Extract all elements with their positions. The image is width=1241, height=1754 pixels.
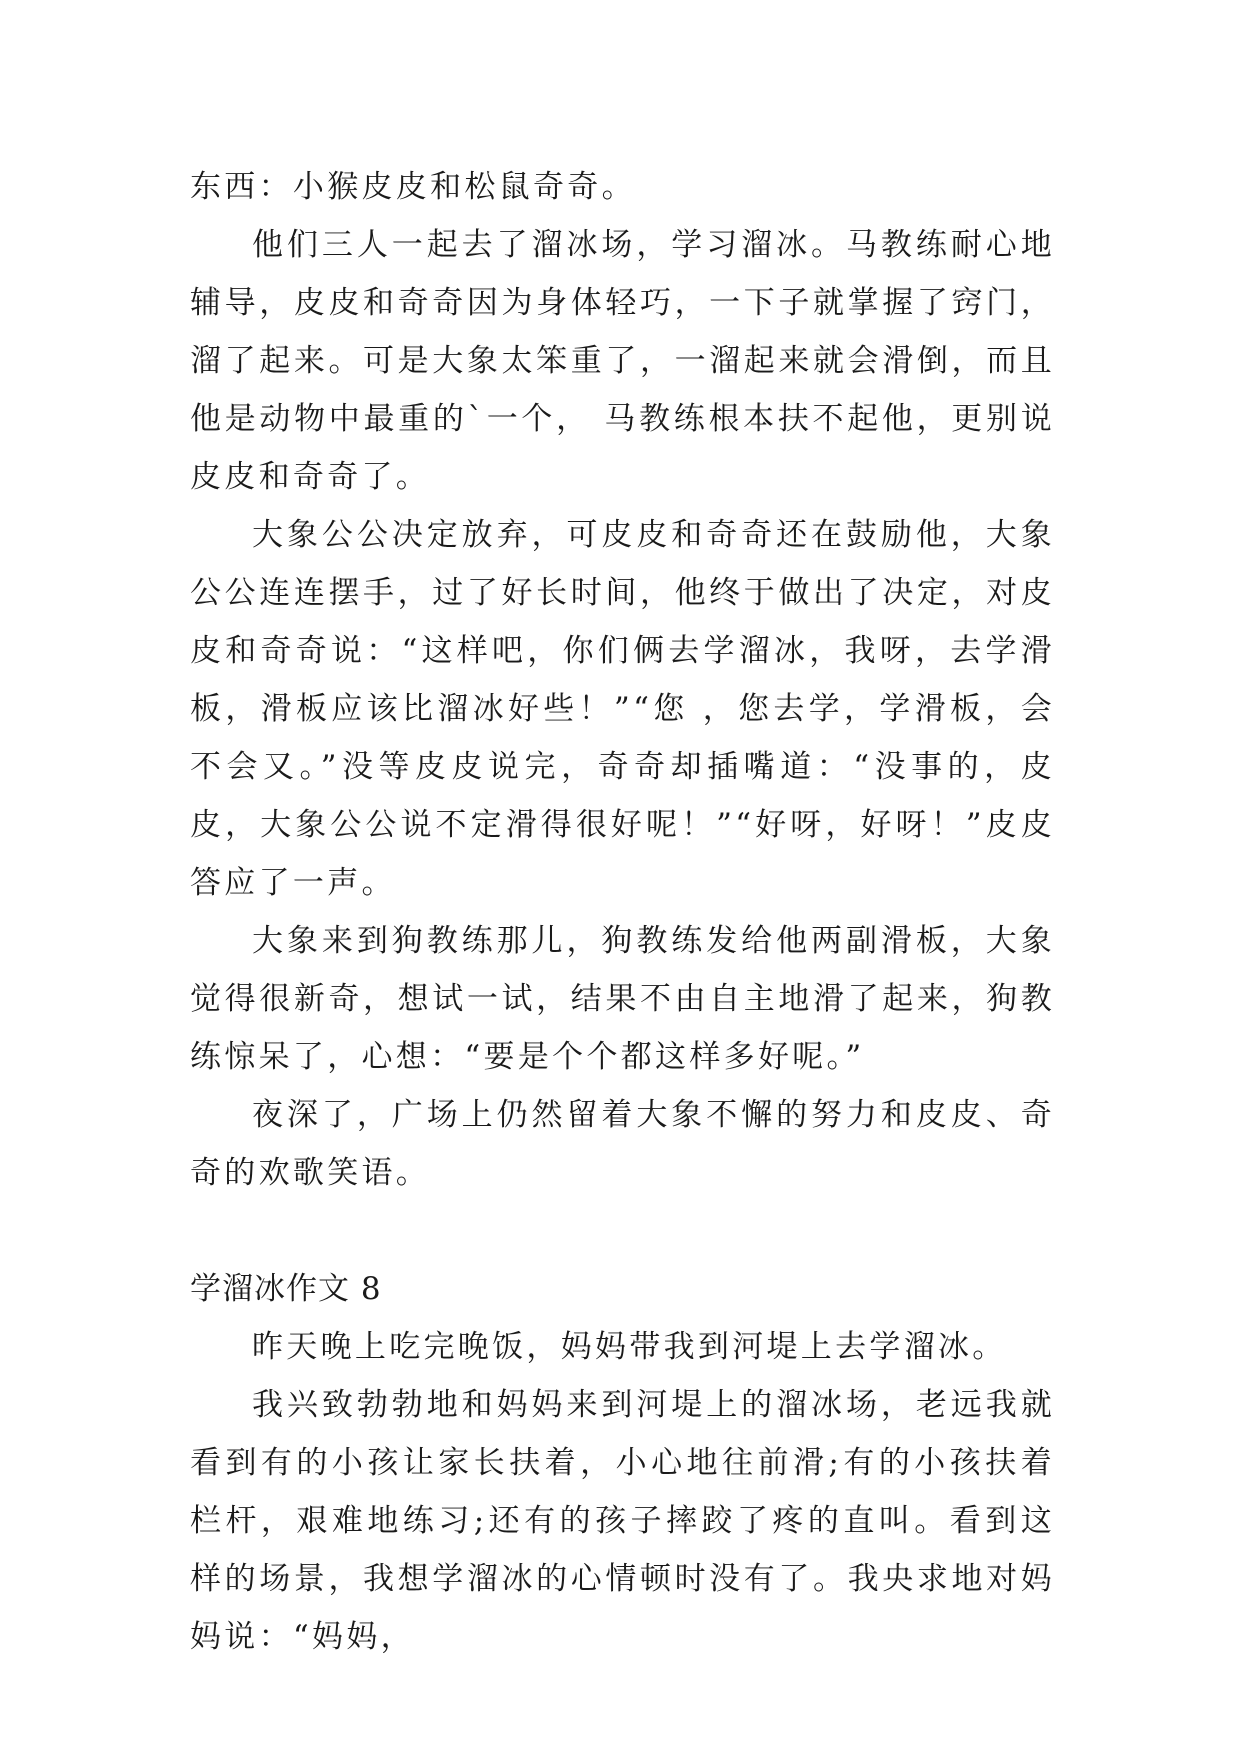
paragraph: 夜深了，广场上仍然留着大象不懈的努力和皮皮、奇奇的欢歌笑语。 [190,1097,1055,1191]
paragraph: 大象公公决定放弃，可皮皮和奇奇还在鼓励他，大象公公连连摆手，过了好长时间，他终于做出了决定，对皮皮和奇奇说：“这样吧，你们俩去学溜冰，我呀，去学滑板，滑板应该比溜冰好些！”“您 ，您去学，学滑板，会不会又。”没等皮皮说完，奇奇却插嘴道：“没事的，皮皮，大象公公说不定滑得很好呢！”“好呀，好呀！”皮皮答应了一声。 [190,517,1055,901]
document-body [190,158,1055,1666]
paragraph: 我兴致勃勃地和妈妈来到河堤上的溜冰场，老远我就看到有的小孩让家长扶着，小心地往前滑;有的小孩扶着栏杆，艰难地练习;还有的孩子摔跤了疼的直叫。看到这样的场景，我想学溜冰的心情顿时没有了。我央求地对妈妈说：“妈妈， [190,1387,1055,1655]
paragraph: 大象来到狗教练那儿，狗教练发给他两副滑板，大象觉得很新奇，想试一试，结果不由自主地滑了起来，狗教练惊呆了，心想：“要是个个都这样多好呢。” [190,923,1055,1075]
paragraph: 他们三人一起去了溜冰场，学习溜冰。马教练耐心地辅导，皮皮和奇奇因为身体轻巧，一下子就掌握了窍门，溜了起来。可是大象太笨重了，一溜起来就会滑倒，而且他是动物中最重的`一个， 马教练根本扶不起他，更别说皮皮和奇奇了。 [190,227,1055,495]
paragraph-continuation: 东西：小猴皮皮和松鼠奇奇。 [190,169,636,205]
section-title: 学溜冰作文 8 [190,1271,382,1307]
paragraph: 昨天晚上吃完晚饭，妈妈带我到河堤上去学溜冰。 [252,1329,1007,1365]
